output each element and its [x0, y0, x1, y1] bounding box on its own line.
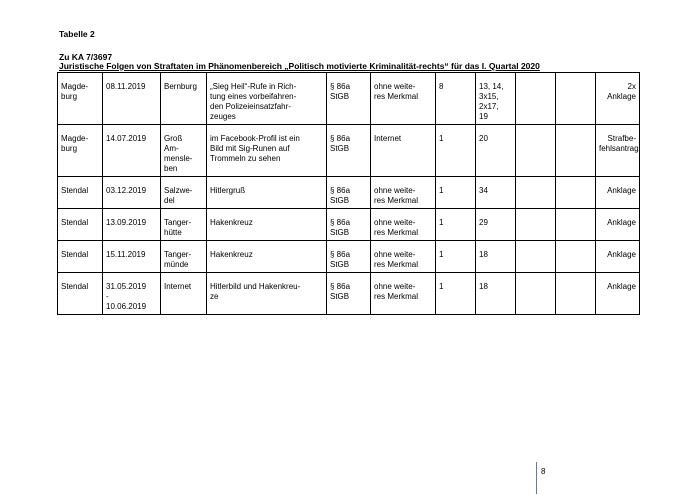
- cell-district: Magde- burg: [58, 125, 103, 177]
- cell-description: Hitlergruß: [207, 177, 327, 209]
- cell-count: 8: [436, 73, 476, 125]
- cell-age: 20: [476, 125, 516, 177]
- page-number: 8: [541, 467, 546, 476]
- table-body: [58, 73, 640, 315]
- table-row: [58, 177, 640, 209]
- cell-empty-b: [556, 209, 596, 241]
- table-label: Tabelle 2: [59, 29, 95, 39]
- cell-age: 34: [476, 177, 516, 209]
- cell-location: Salzwe- del: [161, 177, 207, 209]
- cell-location: Tanger- hütte: [161, 209, 207, 241]
- cell-empty-b: [556, 125, 596, 177]
- cell-feature: ohne weite- res Merkmal: [371, 209, 436, 241]
- cell-district: Stendal: [58, 209, 103, 241]
- cell-location: Internet: [161, 273, 207, 315]
- table-row: [58, 273, 640, 315]
- cell-description: im Facebook-Profil ist ein Bild mit Sig-Runen auf Trommeln zu sehen: [207, 125, 327, 177]
- document-reference: Zu KA 7/3697: [59, 52, 113, 62]
- cell-empty-a: [516, 177, 556, 209]
- cell-location: Bernburg: [161, 73, 207, 125]
- cell-consequence: Anklage: [596, 241, 640, 273]
- cell-consequence: Anklage: [596, 177, 640, 209]
- cell-consequence: Anklage: [596, 209, 640, 241]
- cell-date: 31.05.2019 - 10.06.2019: [103, 273, 161, 315]
- cell-age: 13, 14, 3x15, 2x17, 19: [476, 73, 516, 125]
- cell-empty-b: [556, 241, 596, 273]
- cell-location: Tanger- münde: [161, 241, 207, 273]
- cell-description: Hakenkreuz: [207, 209, 327, 241]
- cell-date: 15.11.2019: [103, 241, 161, 273]
- cell-empty-a: [516, 73, 556, 125]
- cell-age: 29: [476, 209, 516, 241]
- offenses-table: [57, 72, 640, 315]
- cell-law: § 86a StGB: [327, 177, 371, 209]
- document-title: Juristische Folgen von Straftaten im Phänomenbereich „Politisch motivierte Kriminalität-rechts“ für das I. Quartal 2020: [59, 61, 540, 71]
- cell-description: Hitlerbild und Hakenkreu- ze: [207, 273, 327, 315]
- cell-date: 13.09.2019: [103, 209, 161, 241]
- cell-district: Stendal: [58, 273, 103, 315]
- cell-consequence: Strafbe- fehlsantrag: [596, 125, 640, 177]
- cell-empty-b: [556, 177, 596, 209]
- cell-law: § 86a StGB: [327, 241, 371, 273]
- cell-location: Groß Am- mensle- ben: [161, 125, 207, 177]
- cell-feature: ohne weite- res Merkmal: [371, 241, 436, 273]
- table-row: [58, 125, 640, 177]
- cell-description: Hakenkreuz: [207, 241, 327, 273]
- table-row: [58, 209, 640, 241]
- cell-date: 14.07.2019: [103, 125, 161, 177]
- cell-law: § 86a StGB: [327, 273, 371, 315]
- cell-count: 1: [436, 241, 476, 273]
- cell-law: § 86a StGB: [327, 125, 371, 177]
- table-row: [58, 241, 640, 273]
- cell-empty-a: [516, 241, 556, 273]
- cell-date: 08.11.2019: [103, 73, 161, 125]
- cell-feature: ohne weite- res Merkmal: [371, 73, 436, 125]
- cell-empty-a: [516, 273, 556, 315]
- cell-count: 1: [436, 177, 476, 209]
- cell-age: 18: [476, 273, 516, 315]
- page-margin-line: [536, 462, 537, 494]
- cell-law: § 86a StGB: [327, 73, 371, 125]
- cell-district: Stendal: [58, 177, 103, 209]
- cell-count: 1: [436, 273, 476, 315]
- cell-consequence: 2x Anklage: [596, 73, 640, 125]
- cell-age: 18: [476, 241, 516, 273]
- cell-consequence: Anklage: [596, 273, 640, 315]
- cell-count: 1: [436, 125, 476, 177]
- cell-feature: ohne weite- res Merkmal: [371, 273, 436, 315]
- cell-count: 1: [436, 209, 476, 241]
- cell-empty-a: [516, 125, 556, 177]
- cell-empty-b: [556, 273, 596, 315]
- cell-feature: ohne weite- res Merkmal: [371, 177, 436, 209]
- cell-description: „Sieg Heil“-Rufe in Rich- tung eines vorbeifahren- den Polizeieinsatzfahr- zeuges: [207, 73, 327, 125]
- cell-district: Magde- burg: [58, 73, 103, 125]
- cell-district: Stendal: [58, 241, 103, 273]
- cell-law: § 86a StGB: [327, 209, 371, 241]
- cell-empty-b: [556, 73, 596, 125]
- cell-feature: Internet: [371, 125, 436, 177]
- cell-empty-a: [516, 209, 556, 241]
- table-row: [58, 73, 640, 125]
- cell-date: 03.12.2019: [103, 177, 161, 209]
